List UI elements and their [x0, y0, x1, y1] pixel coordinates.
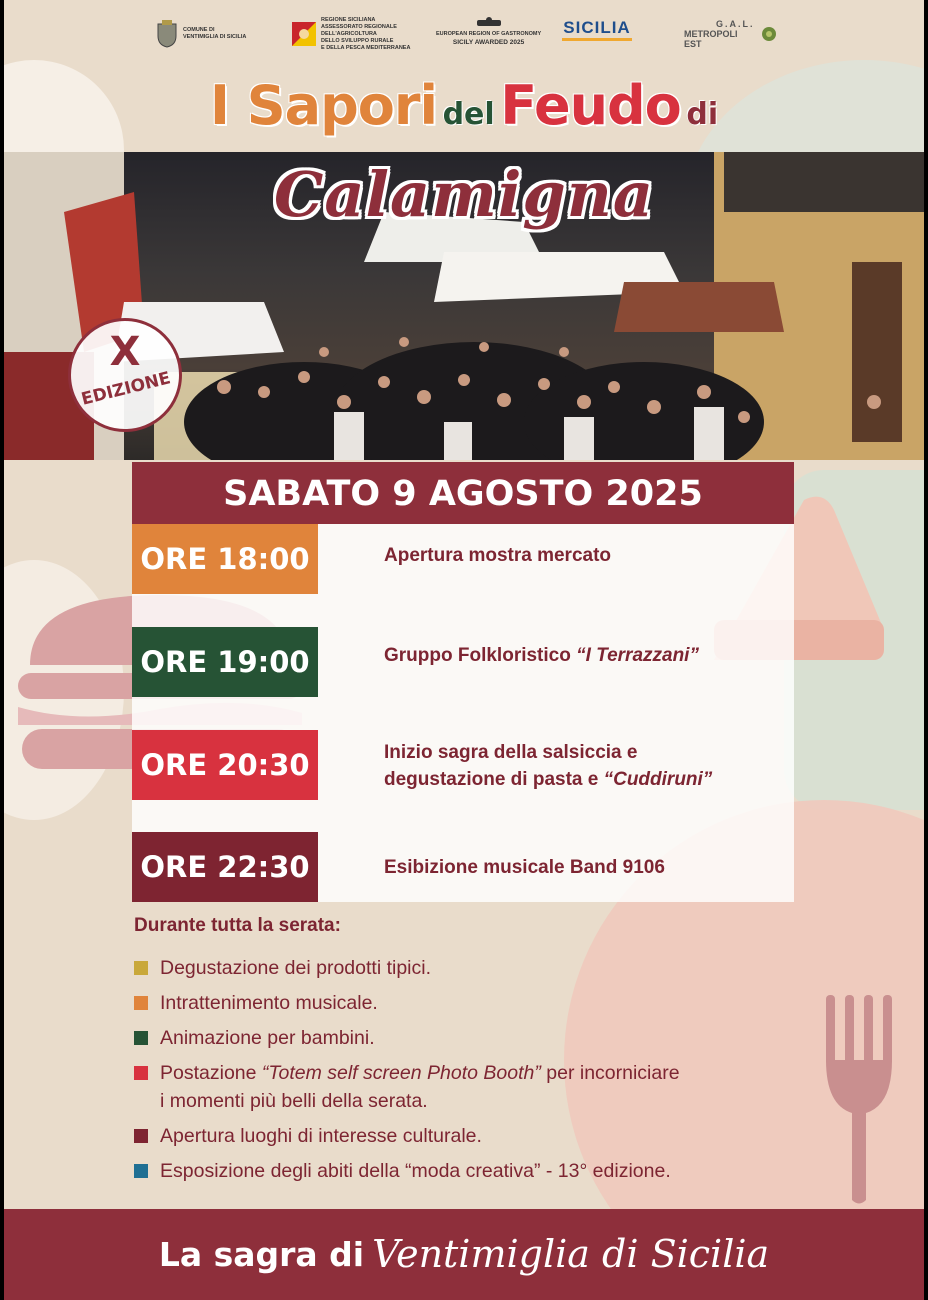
comune-line: VENTIMIGLIA DI SICILIA — [183, 34, 247, 40]
sponsor-logos — [4, 14, 924, 58]
gal-line: EST — [684, 39, 702, 49]
schedule-card — [132, 462, 794, 902]
list-item-text: Apertura luoghi di interesse culturale. — [160, 1125, 482, 1147]
list-item — [134, 1059, 794, 1115]
list-item — [134, 1122, 794, 1150]
bullet-square-icon — [134, 1066, 148, 1080]
trinacria-icon — [292, 22, 316, 46]
event-text-part: Gruppo Folkloristico — [384, 645, 577, 666]
bullet-square-icon — [134, 961, 148, 975]
list-item-text: Intrattenimento musicale. — [160, 992, 378, 1014]
list-item — [134, 954, 794, 982]
footer-banner — [4, 1209, 924, 1300]
list-item-text: per incorniciare — [540, 1062, 680, 1084]
time-slot: ORE 22:30 — [132, 832, 318, 902]
edition-number: X — [109, 329, 141, 375]
title-word: di — [686, 97, 719, 132]
coat-of-arms-icon — [156, 20, 178, 48]
event-title-script: Calamigna — [273, 158, 654, 231]
sicilia-logo — [562, 18, 632, 58]
event-text-line: Inizio sagra della salsiccia e — [384, 742, 638, 763]
title-word: del — [442, 97, 495, 132]
erg-line: EUROPEAN REGION OF GASTRONOMY — [436, 31, 542, 37]
list-item — [134, 1157, 794, 1185]
footer-script-text: Ventimiglia di Sicilia — [372, 1232, 770, 1276]
event-date: SABATO 9 AGOSTO 2025 — [132, 462, 794, 524]
event-description: Apertura mostra mercato — [384, 545, 612, 566]
regione-line: DELLO SVILUPPO RURALE — [321, 37, 394, 44]
list-item-text: i momenti più belli della serata. — [160, 1090, 428, 1112]
regione-line: REGIONE SICILIANA — [321, 16, 376, 23]
list-item — [134, 1024, 794, 1052]
sicilia-wordmark: SICILIA — [563, 18, 631, 37]
section-heading: Durante tutta la serata: — [134, 915, 341, 936]
gal-logo — [684, 14, 778, 54]
list-item-text: Degustazione dei prodotti tipici. — [160, 957, 431, 979]
event-text-line — [384, 766, 784, 793]
time-slot: ORE 18:00 — [132, 524, 318, 594]
list-item-text: Esposizione degli abiti della “moda creativa” - 13° edizione. — [160, 1160, 671, 1182]
bullet-square-icon — [134, 996, 148, 1010]
regione-line: DELL'AGRICOLTURA — [321, 30, 377, 37]
erg-line: SICILY AWARDED 2025 — [452, 39, 525, 46]
event-description: Esibizione musicale Band 9106 — [384, 857, 665, 878]
bullet-square-icon — [134, 1164, 148, 1178]
title-word: I Sapori — [209, 74, 437, 137]
event-text-emph: “Cuddiruni” — [603, 769, 713, 790]
bullet-square-icon — [134, 1031, 148, 1045]
event-text-emph: “I Terrazzani” — [576, 645, 699, 666]
list-item-emph: “Totem self screen Photo Booth” — [261, 1062, 541, 1084]
event-title — [4, 74, 924, 137]
event-description — [384, 642, 784, 669]
time-slot: ORE 19:00 — [132, 627, 318, 697]
edition-label: EDIZIONE — [79, 368, 173, 410]
gastronomy-award-icon — [475, 16, 503, 30]
erg-logo — [436, 16, 541, 56]
gal-line: G.A.L. — [716, 19, 755, 29]
comune-line: COMUNE DI — [183, 27, 215, 33]
bullet-square-icon — [134, 1129, 148, 1143]
title-word: Feudo — [500, 74, 681, 137]
sicilia-underline — [562, 38, 632, 41]
sun-icon — [760, 25, 778, 43]
event-text-part: degustazione di pasta e — [384, 769, 604, 790]
event-poster — [4, 0, 924, 1300]
list-item — [134, 989, 794, 1017]
footer-text: La sagra di — [158, 1235, 365, 1274]
feature-list — [134, 954, 794, 1192]
regione-line: E DELLA PESCA MEDITERRANEA — [321, 44, 411, 51]
list-item-text: Postazione — [160, 1062, 262, 1084]
regione-line: ASSESSORATO REGIONALE — [321, 23, 397, 30]
gal-line: METROPOLI — [684, 29, 738, 39]
fork-icon — [822, 995, 897, 1205]
edition-badge — [68, 318, 182, 432]
event-description — [384, 739, 784, 793]
list-item-text: Animazione per bambini. — [160, 1027, 375, 1049]
time-slot: ORE 20:30 — [132, 730, 318, 800]
comune-logo — [156, 14, 246, 54]
regione-logo — [292, 14, 410, 54]
